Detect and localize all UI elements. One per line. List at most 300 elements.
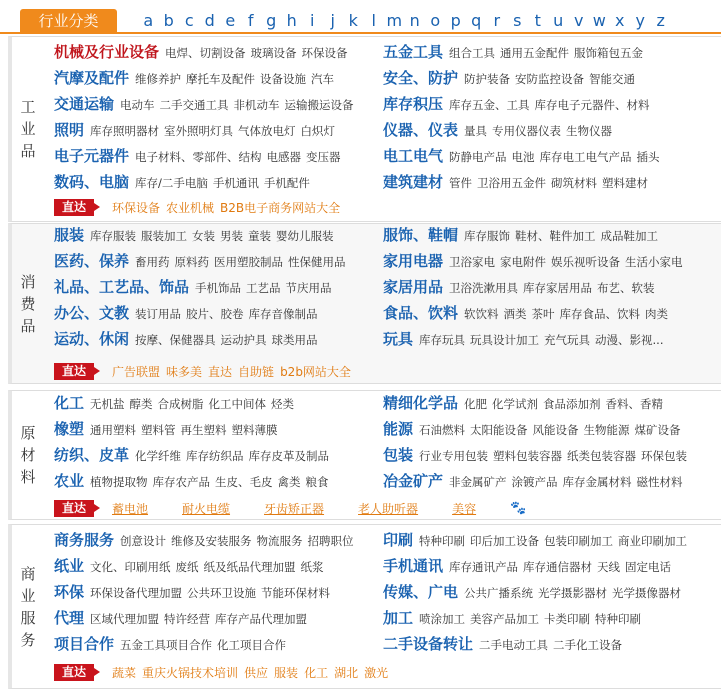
category-row	[54, 65, 384, 91]
subcategory-link[interactable]: 防护装备	[464, 72, 511, 86]
direct-link[interactable]: 直达	[208, 364, 233, 379]
letter-link-q[interactable]: q	[471, 11, 482, 30]
direct-links-row	[54, 499, 526, 517]
letter-link-p[interactable]: p	[450, 11, 461, 30]
letter-link-t[interactable]: t	[534, 11, 541, 30]
letter-link-x[interactable]: x	[615, 11, 625, 30]
subcategory-link[interactable]: 手机饰品	[195, 281, 242, 295]
category-row	[54, 248, 384, 274]
subcategory-link[interactable]: 环保设备代理加盟	[90, 586, 183, 600]
category-row	[54, 605, 384, 631]
letter-link-m[interactable]: m	[386, 11, 403, 30]
subcategory-link[interactable]: 塑料薄膜	[231, 423, 278, 437]
letter-link-b[interactable]: b	[163, 11, 174, 30]
category-row	[54, 553, 384, 579]
right-column	[383, 222, 713, 352]
subcategory-link[interactable]: 布艺、软装	[597, 281, 655, 295]
direct-link[interactable]: 自助链	[238, 364, 275, 379]
subcategory-link[interactable]: 特许经营	[164, 612, 211, 626]
subcategory-link[interactable]: 库存照明器材	[90, 124, 160, 138]
direct-badge: 直达	[54, 664, 94, 681]
subcategory-link[interactable]: 玩具设计加工	[470, 333, 540, 347]
subcategory-link[interactable]: 废纸	[175, 560, 199, 574]
right-column	[383, 390, 713, 494]
subcategory-link[interactable]: 酒类	[503, 307, 527, 321]
subcategory-link[interactable]: 特种印刷	[419, 534, 466, 548]
direct-link[interactable]: 环保设备	[112, 200, 161, 215]
direct-links-row	[54, 663, 394, 681]
subcategory-link[interactable]: 卫浴洗漱用具	[449, 281, 519, 295]
category-row	[383, 416, 713, 442]
subcategory-link[interactable]: 环保包装	[641, 449, 688, 463]
subcategory-link[interactable]: 变压器	[306, 150, 341, 164]
subcategory-link[interactable]: 库存家居用品	[523, 281, 593, 295]
subcategory-link[interactable]: 塑料包装容器	[493, 449, 563, 463]
subcategory-link[interactable]: 光学摄影器材	[538, 586, 608, 600]
subcategory-link[interactable]: 食品添加剂	[543, 397, 601, 411]
subcategory-link[interactable]: 非金属矿产	[449, 475, 507, 489]
subcategory-link[interactable]: 娱乐视听设备	[551, 255, 621, 269]
letter-link-k[interactable]: k	[348, 11, 358, 30]
direct-link[interactable]: 牙齿矫正器	[264, 501, 325, 516]
category-link[interactable]: 印刷	[383, 531, 414, 549]
letter-link-a[interactable]: a	[143, 11, 154, 30]
subcategory-link[interactable]: 公共环卫设施	[187, 586, 257, 600]
subcategory-link[interactable]: 通用塑料	[90, 423, 137, 437]
subcategory-link[interactable]: 再生塑料	[180, 423, 227, 437]
category-link[interactable]: 化工	[54, 394, 85, 412]
letter-link-h[interactable]: h	[286, 11, 297, 30]
category-row	[54, 91, 384, 117]
subcategory-link[interactable]: 软饮料	[464, 307, 499, 321]
category-link[interactable]: 玩具	[383, 330, 414, 348]
subcategory-link[interactable]: 砌筑材料	[551, 176, 598, 190]
category-link[interactable]: 电工电气	[383, 147, 444, 165]
subcategory-link[interactable]: 充气玩具	[544, 333, 591, 347]
direct-link[interactable]: b2b网站大全	[280, 364, 351, 379]
letter-link-w[interactable]: w	[592, 11, 606, 30]
subcategory-link[interactable]: 光学摄像器材	[612, 586, 682, 600]
subcategory-link[interactable]: 库存纺织品	[186, 449, 244, 463]
category-row	[54, 442, 384, 468]
subcategory-link[interactable]: 二手电动工具	[479, 638, 549, 652]
letter-link-r[interactable]: r	[493, 11, 501, 30]
category-row	[383, 390, 713, 416]
category-row	[54, 468, 384, 494]
subcategory-link[interactable]: 组合工具	[449, 46, 496, 60]
category-row	[54, 631, 384, 657]
subcategory-link[interactable]: 库存电工电气产品	[539, 150, 632, 164]
direct-link[interactable]: 美容	[452, 501, 477, 516]
subcategory-link[interactable]: 摩托车及配件	[186, 72, 256, 86]
subcategory-link[interactable]: 创意设计	[120, 534, 167, 548]
subcategory-link[interactable]: 按摩、保健器具	[135, 333, 216, 347]
subcategory-link[interactable]: 库存农产品	[152, 475, 211, 489]
subcategory-link[interactable]: 卫浴用五金件	[477, 176, 547, 190]
category-row	[54, 390, 384, 416]
subcategory-link[interactable]: 香料、香精	[605, 397, 664, 411]
category-row	[383, 143, 713, 169]
section-label-char: 商	[20, 564, 36, 583]
category-row	[383, 222, 713, 248]
alphabet-index	[138, 10, 671, 32]
letter-link-n[interactable]: n	[409, 11, 420, 30]
subcategory-link[interactable]: 商业印刷加工	[618, 534, 688, 548]
section-label	[12, 391, 44, 519]
direct-link[interactable]: 耐火电缆	[182, 501, 231, 516]
subcategory-link[interactable]: 动漫、影视...	[595, 333, 664, 347]
subcategory-link[interactable]: 汽车	[311, 72, 335, 86]
category-link[interactable]: 商务服务	[54, 531, 115, 549]
category-row	[383, 274, 713, 300]
subcategory-link[interactable]: 电感器	[266, 150, 302, 164]
subcategory-link[interactable]: 维修及安装服务	[171, 534, 252, 548]
letter-link-y[interactable]: y	[635, 11, 645, 30]
section-label-char: 费	[20, 294, 36, 313]
direct-link[interactable]: 化工	[304, 665, 329, 680]
category-link[interactable]: 电子元器件	[54, 147, 130, 165]
letter-link-u[interactable]: u	[553, 11, 564, 30]
subcategory-link[interactable]: 物流服务	[256, 534, 303, 548]
subcategory-link[interactable]: 卫浴家电	[449, 255, 496, 269]
right-column	[383, 527, 713, 657]
subcategory-link[interactable]: 装订用品	[135, 307, 182, 321]
subcategory-link[interactable]: 手机通讯	[212, 176, 259, 190]
section-label-char: 消	[20, 272, 36, 291]
category-row	[383, 527, 713, 553]
letter-link-v[interactable]: v	[574, 11, 584, 30]
section-label	[12, 37, 44, 221]
subcategory-link[interactable]: 插头	[636, 150, 660, 164]
subcategory-link[interactable]: 节庆用品	[285, 281, 332, 295]
section-label-char: 材	[20, 446, 36, 464]
category-row	[383, 553, 713, 579]
category-link[interactable]: 冶金矿产	[383, 472, 444, 490]
subcategory-link[interactable]: 印后加工设备	[470, 534, 540, 548]
subcategory-link[interactable]: 固定电话	[625, 560, 672, 574]
category-link[interactable]: 礼品、工艺品、饰品	[54, 278, 190, 296]
subcategory-link[interactable]: 女装	[192, 229, 216, 243]
subcategory-link[interactable]: 性保健用品	[288, 255, 346, 269]
subcategory-link[interactable]: 库存通信器材	[523, 560, 593, 574]
category-link[interactable]: 办公、文教	[54, 304, 130, 322]
category-link[interactable]: 医药、保养	[54, 252, 130, 270]
subcategory-link[interactable]: 植物提取物	[90, 475, 148, 489]
paw-icon[interactable]: 🐾	[510, 500, 527, 516]
subcategory-link[interactable]: 烃类	[271, 397, 295, 411]
subcategory-link[interactable]: 茶叶	[531, 307, 555, 321]
direct-link[interactable]: 蔬菜	[112, 665, 137, 680]
category-link[interactable]: 交通运输	[54, 95, 115, 113]
category-row	[54, 39, 384, 65]
letter-link-c[interactable]: c	[184, 11, 194, 30]
direct-link[interactable]: 农业机械	[166, 200, 215, 215]
direct-link[interactable]: 供应	[244, 665, 269, 680]
subcategory-link[interactable]: 涂镀产品	[511, 475, 558, 489]
direct-badge: 直达	[54, 363, 94, 380]
subcategory-link[interactable]: 磁性材料	[636, 475, 683, 489]
category-link[interactable]: 建筑建材	[383, 173, 444, 191]
subcategory-link[interactable]: 行业专用包装	[419, 449, 489, 463]
subcategory-link[interactable]: 肉类	[645, 307, 669, 321]
category-row	[383, 326, 713, 352]
subcategory-link[interactable]: 玻璃设备	[250, 46, 297, 60]
subcategory-link[interactable]: 通用五金配件	[500, 46, 570, 60]
subcategory-link[interactable]: 家电附件	[500, 255, 547, 269]
subcategory-link[interactable]: 生活小家电	[625, 255, 683, 269]
subcategory-link[interactable]: 风能设备	[532, 423, 579, 437]
subcategory-link[interactable]: 塑料管	[141, 423, 176, 437]
subcategory-link[interactable]: 胶片、胶卷	[186, 307, 244, 321]
section-label-char: 料	[20, 468, 36, 486]
category-link[interactable]: 仪器、仪表	[383, 121, 459, 139]
subcategory-link[interactable]: 卡类印刷	[544, 612, 591, 626]
subcategory-link[interactable]: 美容产品加工	[470, 612, 540, 626]
category-link[interactable]: 机械及行业设备	[54, 43, 160, 61]
category-row	[383, 468, 713, 494]
category-link[interactable]: 数码、电脑	[54, 173, 130, 191]
subcategory-link[interactable]: 煤矿设备	[634, 423, 681, 437]
subcategory-link[interactable]: 库存皮革及制品	[248, 449, 330, 463]
subcategory-link[interactable]: 库存食品、饮料	[559, 307, 641, 321]
category-row	[383, 631, 713, 657]
subcategory-link[interactable]: 库存金属材料	[562, 475, 632, 489]
subcategory-link[interactable]: 文化、印刷用纸	[90, 560, 171, 574]
direct-link[interactable]: 湖北	[334, 665, 359, 680]
subcategory-link[interactable]: 维修养护	[135, 72, 182, 86]
subcategory-link[interactable]: 化肥	[464, 397, 488, 411]
subcategory-link[interactable]: 智能交通	[589, 72, 636, 86]
section-label-char: 业	[20, 120, 36, 138]
subcategory-link[interactable]: 电子材料、零部件、结构	[135, 150, 262, 164]
direct-link[interactable]: 激光	[364, 665, 389, 680]
subcategory-link[interactable]: 工艺品	[246, 281, 281, 295]
subcategory-link[interactable]: 五金工具项目合作	[120, 638, 213, 652]
direct-link[interactable]: 广告联盟	[112, 364, 161, 379]
category-row	[383, 300, 713, 326]
subcategory-link[interactable]: 环保设备	[301, 46, 348, 60]
subcategory-link[interactable]: 库存服饰	[464, 229, 511, 243]
category-link[interactable]: 传媒、广电	[383, 583, 459, 601]
category-link[interactable]: 农业	[54, 472, 85, 490]
section-label-char: 原	[20, 424, 36, 442]
subcategory-link[interactable]: 畜用药	[135, 255, 170, 269]
category-row	[383, 91, 713, 117]
category-link[interactable]: 家居用品	[383, 278, 444, 296]
subcategory-link[interactable]: 区域代理加盟	[90, 612, 160, 626]
left-column	[54, 527, 384, 657]
letter-link-s[interactable]: s	[513, 11, 522, 30]
subcategory-link[interactable]: 粮食	[305, 475, 329, 489]
subcategory-link[interactable]: 医用塑胶制品	[214, 255, 284, 269]
category-link[interactable]: 安全、防护	[383, 69, 459, 87]
letter-link-z[interactable]: z	[656, 11, 665, 30]
category-link[interactable]: 服装	[54, 226, 85, 244]
subcategory-link[interactable]: 童装	[248, 229, 272, 243]
subcategory-link[interactable]: 太阳能设备	[470, 423, 528, 437]
subcategory-link[interactable]: 专用仪器仪表	[492, 124, 562, 138]
letter-link-d[interactable]: d	[204, 11, 215, 30]
subcategory-link[interactable]: 生物仪器	[566, 124, 613, 138]
letter-link-l[interactable]: l	[371, 11, 376, 30]
category-section	[8, 36, 721, 222]
subcategory-link[interactable]: 库存电子元器件、材料	[534, 98, 650, 112]
direct-link[interactable]: 老人助听器	[358, 501, 419, 516]
letter-link-j[interactable]: j	[330, 11, 335, 30]
category-row	[383, 65, 713, 91]
subcategory-link[interactable]: 节能环保材料	[261, 586, 331, 600]
subcategory-link[interactable]: 化学试剂	[492, 397, 539, 411]
subcategory-link[interactable]: 服饰箱包五金	[574, 46, 644, 60]
subcategory-link[interactable]: 喷涂加工	[419, 612, 466, 626]
category-link[interactable]: 食品、饮料	[383, 304, 459, 322]
category-link[interactable]: 能源	[383, 420, 414, 438]
section-label-char: 品	[20, 316, 36, 335]
section-label-char: 业	[20, 586, 36, 605]
section-label-char: 服	[20, 608, 36, 627]
subcategory-link[interactable]: 禽类	[277, 475, 301, 489]
subcategory-link[interactable]: 成品鞋加工	[600, 229, 659, 243]
subcategory-link[interactable]: 库存音像制品	[248, 307, 318, 321]
subcategory-link[interactable]: 量具	[464, 124, 488, 138]
subcategory-link[interactable]: 生皮、毛皮	[215, 475, 273, 489]
subcategory-link[interactable]: 运动护具	[220, 333, 267, 347]
subcategory-link[interactable]: 石油燃料	[419, 423, 466, 437]
category-link[interactable]: 五金工具	[383, 43, 444, 61]
category-row	[54, 416, 384, 442]
direct-link[interactable]: 味多美	[166, 364, 203, 379]
subcategory-link[interactable]: 库存/二手电脑	[135, 176, 208, 190]
category-link[interactable]: 纺织、皮革	[54, 446, 130, 464]
category-link[interactable]: 包装	[383, 446, 414, 464]
category-header	[0, 0, 721, 34]
category-link[interactable]: 橡塑	[54, 420, 85, 438]
subcategory-link[interactable]: 设备设施	[260, 72, 307, 86]
category-row	[54, 143, 384, 169]
category-link[interactable]: 纸业	[54, 557, 85, 575]
subcategory-link[interactable]: 纸及纸品代理加盟	[203, 560, 296, 574]
letter-link-e[interactable]: e	[225, 11, 236, 30]
subcategory-link[interactable]: 服装加工	[141, 229, 188, 243]
category-section	[8, 524, 721, 689]
category-row	[383, 169, 713, 195]
category-section	[8, 390, 721, 520]
subcategory-link[interactable]: 非机动车	[233, 98, 280, 112]
subcategory-link[interactable]: 库存通讯产品	[449, 560, 519, 574]
category-link[interactable]: 汽摩及配件	[54, 69, 130, 87]
category-link[interactable]: 照明	[54, 121, 85, 139]
category-row	[54, 117, 384, 143]
subcategory-link[interactable]: 库存服装	[90, 229, 137, 243]
subcategory-link[interactable]: 婴幼儿服装	[276, 229, 334, 243]
subcategory-link[interactable]: 球类用品	[271, 333, 318, 347]
subcategory-link[interactable]: 塑料建材	[602, 176, 649, 190]
category-link[interactable]: 加工	[383, 609, 414, 627]
subcategory-link[interactable]: 电焊、切割设备	[165, 46, 246, 60]
left-column	[54, 39, 384, 195]
direct-links-row	[54, 198, 346, 216]
subcategory-link[interactable]: 运输搬运设备	[284, 98, 354, 112]
direct-link[interactable]: 蓄电池	[112, 501, 149, 516]
category-link[interactable]: 服饰、鞋帽	[383, 226, 459, 244]
subcategory-link[interactable]: 天线	[597, 560, 621, 574]
category-link[interactable]: 环保	[54, 583, 85, 601]
subcategory-link[interactable]: 男装	[220, 229, 244, 243]
subcategory-link[interactable]: 生物能源	[583, 423, 630, 437]
letter-link-g[interactable]: g	[266, 11, 277, 30]
category-link[interactable]: 库存积压	[383, 95, 444, 113]
subcategory-link[interactable]: 手机配件	[263, 176, 310, 190]
category-link[interactable]: 运动、休闲	[54, 330, 130, 348]
direct-links-row	[54, 362, 357, 380]
letter-link-o[interactable]: o	[430, 11, 441, 30]
subcategory-link[interactable]: 库存五金、工具	[449, 98, 530, 112]
letter-link-i[interactable]: i	[310, 11, 315, 30]
category-row	[54, 579, 384, 605]
subcategory-link[interactable]: 气体放电灯	[238, 124, 296, 138]
subcategory-link[interactable]: 室外照明灯具	[164, 124, 234, 138]
left-column	[54, 222, 384, 352]
subcategory-link[interactable]: 化工中间体	[208, 397, 267, 411]
category-link[interactable]: 家用电器	[383, 252, 444, 270]
category-link[interactable]: 手机通讯	[383, 557, 444, 575]
category-row	[54, 169, 384, 195]
category-link[interactable]: 项目合作	[54, 635, 115, 653]
subcategory-link[interactable]: 包装印刷加工	[544, 534, 614, 548]
direct-link[interactable]: B2B电子商务网站大全	[220, 200, 341, 215]
subcategory-link[interactable]: 合成树脂	[157, 397, 204, 411]
subcategory-link[interactable]: 无机盐	[90, 397, 125, 411]
letter-link-f[interactable]: f	[247, 11, 254, 30]
subcategory-link[interactable]: 化学纤维	[135, 449, 182, 463]
subcategory-link[interactable]: 库存产品代理加盟	[215, 612, 308, 626]
subcategory-link[interactable]: 特种印刷	[595, 612, 642, 626]
direct-link[interactable]: 重庆火锅技术培训	[142, 665, 239, 680]
category-row	[383, 605, 713, 631]
subcategory-link[interactable]: 防静电产品	[449, 150, 507, 164]
subcategory-link[interactable]: 二手交通工具	[159, 98, 229, 112]
section-label	[12, 525, 44, 688]
subcategory-link[interactable]: 原料药	[174, 255, 210, 269]
industry-category-tab[interactable]: 行业分类	[20, 9, 117, 34]
subcategory-link[interactable]: 电池	[511, 150, 535, 164]
category-row	[54, 274, 384, 300]
category-link[interactable]: 代理	[54, 609, 85, 627]
section-label-char: 务	[20, 630, 36, 649]
subcategory-link[interactable]: 招聘职位	[307, 534, 354, 548]
subcategory-link[interactable]: 化工项目合作	[217, 638, 287, 652]
category-row	[383, 442, 713, 468]
subcategory-link[interactable]: 安防监控设备	[515, 72, 585, 86]
subcategory-link[interactable]: 纸类包装容器	[567, 449, 637, 463]
subcategory-link[interactable]: 醇类	[129, 397, 153, 411]
subcategory-link[interactable]: 白炽灯	[300, 124, 336, 138]
subcategory-link[interactable]: 库存玩具	[419, 333, 466, 347]
subcategory-link[interactable]: 电动车	[120, 98, 155, 112]
category-row	[383, 117, 713, 143]
subcategory-link[interactable]: 纸浆	[300, 560, 324, 574]
subcategory-link[interactable]: 鞋材、鞋件加工	[515, 229, 596, 243]
section-label	[12, 224, 44, 383]
category-link[interactable]: 二手设备转让	[383, 635, 474, 653]
direct-link[interactable]: 服装	[274, 665, 299, 680]
category-link[interactable]: 精细化学品	[383, 394, 459, 412]
subcategory-link[interactable]: 管件	[449, 176, 473, 190]
subcategory-link[interactable]: 二手化工设备	[553, 638, 623, 652]
direct-badge: 直达	[54, 199, 94, 216]
subcategory-link[interactable]: 公共广播系统	[464, 586, 534, 600]
category-row	[383, 579, 713, 605]
